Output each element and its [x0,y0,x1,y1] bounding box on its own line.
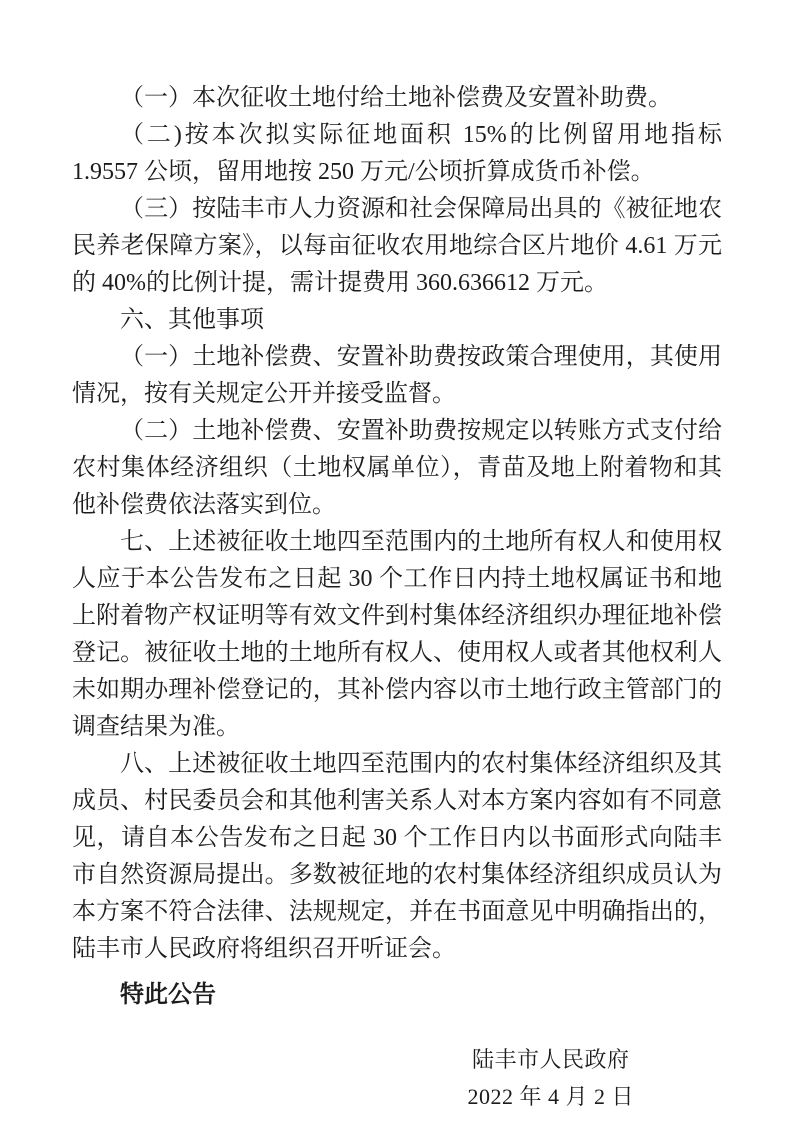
section-heading-other-matters: 六、其他事项 [120,307,264,333]
issuer-name: 陆丰市人民政府 [471,1047,630,1072]
closing-statement: 特此公告 [120,982,216,1008]
notice-body [72,80,722,1115]
paragraph-compensation-item-1: （一）本次征收土地付给土地补偿费及安置补助费。 [120,85,672,111]
paragraph-other-matters-item-2: （二）土地补偿费、安置补助费按规定以转账方式支付给农村集体经济组织（土地权属单位），青苗及地上附着物和其他补偿费依法落实到位。 [72,418,722,518]
paragraph-other-matters-item-1: （一）土地补偿费、安置补助费按政策合理使用，其使用情况，按有关规定公开并接受监督。 [72,344,722,407]
paragraph-compensation-item-3: （三）按陆丰市人力资源和社会保障局出具的《被征地农民养老保障方案》，以每亩征收农用地综合区片地价 4.61 万元的 40%的比例计提，需计提费用 360.636612 万元。 [72,196,722,296]
paragraph-section-eight: 八、上述被征收土地四至范围内的农村集体经济组织及其成员、村民委员会和其他利害关系人对本方案内容如有不同意见，请自本公告发布之日起 30 个工作日内以书面形式向陆丰市自然资源局提出。多数被征地的农村集体经济组织成员认为本方案不符合法律、法规规定，并在书面意见中明确指出的，陆丰市人民政府将组织召开听证会。 [72,751,722,962]
paragraph-compensation-item-2: （二)按本次拟实际征地面积 15%的比例留用地指标 1.9557 公顷，留用地按 250 万元/公顷折算成货币补偿。 [72,122,722,185]
paragraph-section-seven: 七、上述被征收土地四至范围内的土地所有权人和使用权人应于本公告发布之日起 30 个工作日内持土地权属证书和地上附着物产权证明等有效文件到村集体经济组织办理征地补偿登记。被征收土地的土地所有权人、使用权人或者其他权利人未如期办理补偿登记的，其补偿内容以市土地行政主管部门的调查结果为准。 [72,529,722,740]
signature-block [467,1041,634,1115]
issue-date: 2022 年 4 月 2 日 [467,1084,634,1109]
